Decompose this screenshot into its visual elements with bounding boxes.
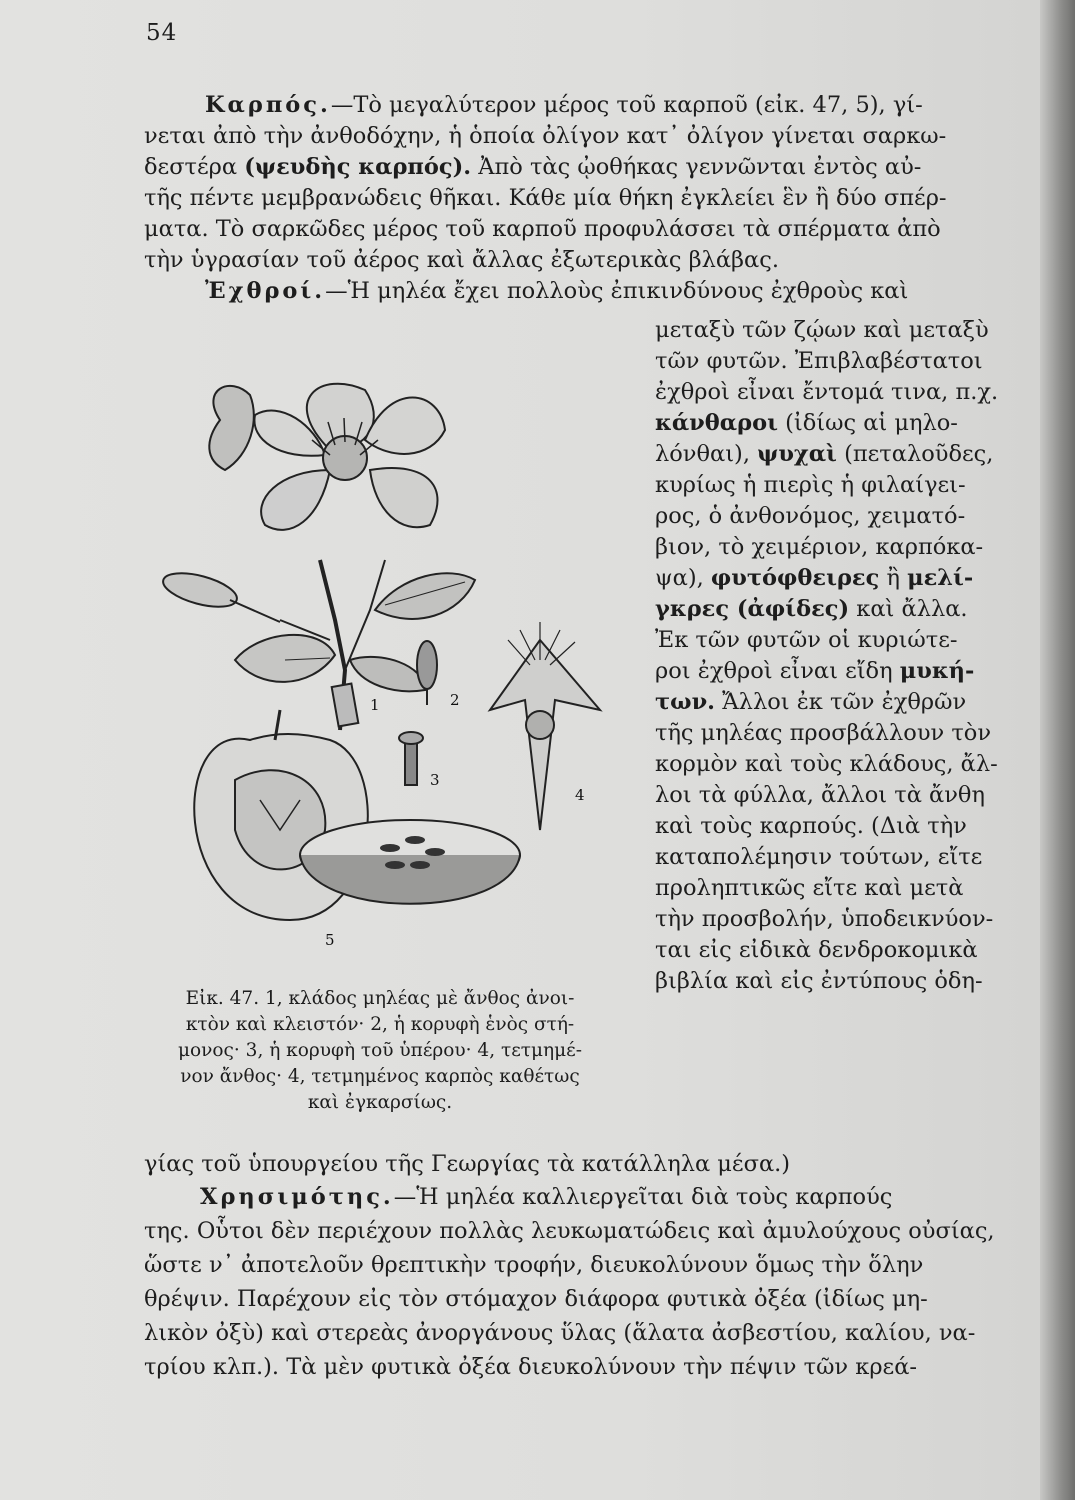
caption-line: κτὸν καὶ κλειστόν· 2, ἡ κορυφὴ ἑνὸς στή- <box>185 1014 575 1035</box>
paragraph-line: θρέψιν. Παρέχουν εἰς τὸν στόμαχον διάφορα φυτικὰ ὀξέα (ἰδίως μη- <box>144 1286 928 1312</box>
column-line: ται εἰς εἰδικὰ δενδροκομικὰ <box>655 937 978 963</box>
paragraph-line: τρίου κλπ.). Τὰ μὲν φυτικὰ ὀξέα διευκολύνουν τὴν πέψιν τῶν κρεά- <box>144 1354 917 1380</box>
column-line: λόνθαι), ψυχαὶ (πεταλοῦδες, <box>655 441 994 467</box>
paragraph-line: ματα. Τὸ σαρκῶδες μέρος τοῦ καρποῦ προφυλάσσει τὰ σπέρματα ἀπὸ <box>144 216 941 242</box>
column-line: γκρες (ἀφίδες) καὶ ἄλλα. <box>655 596 968 622</box>
figure-label-2: 2 <box>450 691 460 709</box>
figure-label-5: 5 <box>325 931 335 949</box>
column-line: ψα), φυτόφθειρες ἢ μελί- <box>655 565 974 591</box>
column-line: μεταξὺ τῶν ζῴων καὶ μεταξὺ <box>655 317 989 343</box>
page-number: 54 <box>146 20 178 46</box>
column-line: ρος, ὁ ἀνθονόμος, χειματό- <box>655 503 966 529</box>
column-line: βιον, τὸ χειμέριον, καρπόκα- <box>655 534 984 560</box>
caption-line: Εἰκ. 47. 1, κλάδος μηλέας μὲ ἄνθος ἀνοι- <box>185 988 575 1009</box>
column-line: τῆς μηλέας προσβάλλουν τὸν <box>655 720 992 746</box>
column-line: ροι ἐχθροὶ εἶναι εἴδη μυκή- <box>655 658 975 684</box>
column-line: ἐχθροὶ εἶναι ἔντομά τινα, π.χ. <box>655 379 999 405</box>
column-line: καὶ τοὺς καρπούς. (Διὰ τὴν <box>655 813 967 839</box>
apple-blossom-illustration <box>130 360 630 950</box>
column-line: καταπολέμησιν τούτων, εἴτε <box>655 844 983 870</box>
paragraph-line: Ἐχθροί.—Ἡ μηλέα ἔχει πολλοὺς ἐπικινδύνους ἐχθροὺς καὶ <box>205 278 909 304</box>
paragraph-line: της. Οὗτοι δὲν περιέχουν πολλὰς λευκωματώδεις καὶ ἀμυλούχους οὐσίας, <box>144 1218 995 1244</box>
paragraph-line: νεται ἀπὸ τὴν ἀνθοδόχην, ἡ ὁποία ὀλίγον κατ᾽ ὀλίγον γίνεται σαρκω- <box>144 123 947 149</box>
column-line: κυρίως ἡ πιερὶς ἡ φιλαίγει- <box>655 472 966 498</box>
paragraph-line: δεστέρα (ψευδὴς καρπός). Ἀπὸ τὰς ᾠοθήκας γεννῶνται ἐντὸς αὐ- <box>144 154 922 180</box>
paragraph-line: λικὸν ὀξὺ) καὶ στερεὰς ἀνοργάνους ὕλας (ἅλατα ἀσβεστίου, καλίου, να- <box>144 1320 976 1346</box>
column-line: κάνθαροι (ἰδίως αἱ μηλο- <box>655 410 958 436</box>
column-line: βιβλία καὶ εἰς ἐντύπους ὁδη- <box>655 968 983 994</box>
paragraph-line: ὥστε ν᾽ ἀποτελοῦν θρεπτικὴν τροφήν, διευκολύνουν ὅμως τὴν ὅλην <box>144 1252 924 1278</box>
book-spine-shadow <box>1040 0 1075 1500</box>
column-line: τὴν προσβολήν, ὑποδεικνύον- <box>655 906 994 932</box>
paragraph-line: τὴν ὑγρασίαν τοῦ ἀέρος καὶ ἄλλας ἐξωτερικὰς βλάβας. <box>144 247 779 273</box>
column-line: των. Ἄλλοι ἐκ τῶν ἐχθρῶν <box>655 689 967 715</box>
figure-label-4: 4 <box>575 786 585 804</box>
paragraph-line: γίας τοῦ ὑπουργείου τῆς Γεωργίας τὰ κατάλληλα μέσα.) <box>144 1151 791 1177</box>
paragraph-line: Χρησιμότης.—Ἡ μηλέα καλλιεργεῖται διὰ τοὺς καρπούς <box>200 1184 893 1210</box>
caption-line: καὶ ἐγκαρσίως. <box>307 1092 453 1113</box>
column-line: Ἐκ τῶν φυτῶν οἱ κυριώτε- <box>655 627 958 653</box>
figure-caption <box>135 986 625 1116</box>
column-line: τῶν φυτῶν. Ἐπιβλαβέστατοι <box>655 348 983 374</box>
caption-line: μονος· 3, ἡ κορυφὴ τοῦ ὑπέρου· 4, τετμημέ- <box>178 1040 582 1061</box>
paragraph-line: τῆς πέντε μεμβρανώδεις θῆκαι. Κάθε μία θήκη ἐγκλείει ἓν ἢ δύο σπέρ- <box>144 185 947 211</box>
figure-label-3: 3 <box>430 771 440 789</box>
caption-line: νον ἄνθος· 4, τετμημένος καρπὸς καθέτως <box>180 1066 580 1087</box>
column-line: προληπτικῶς εἴτε καὶ μετὰ <box>655 875 964 901</box>
column-line: κορμὸν καὶ τοὺς κλάδους, ἄλ- <box>655 751 998 777</box>
column-line: λοι τὰ φύλλα, ἄλλοι τὰ ἄνθη <box>655 782 985 808</box>
paragraph-line: Καρπός.—Τὸ μεγαλύτερον μέρος τοῦ καρποῦ (εἰκ. 47, 5), γί- <box>205 92 923 118</box>
figure-label-1: 1 <box>370 696 380 714</box>
